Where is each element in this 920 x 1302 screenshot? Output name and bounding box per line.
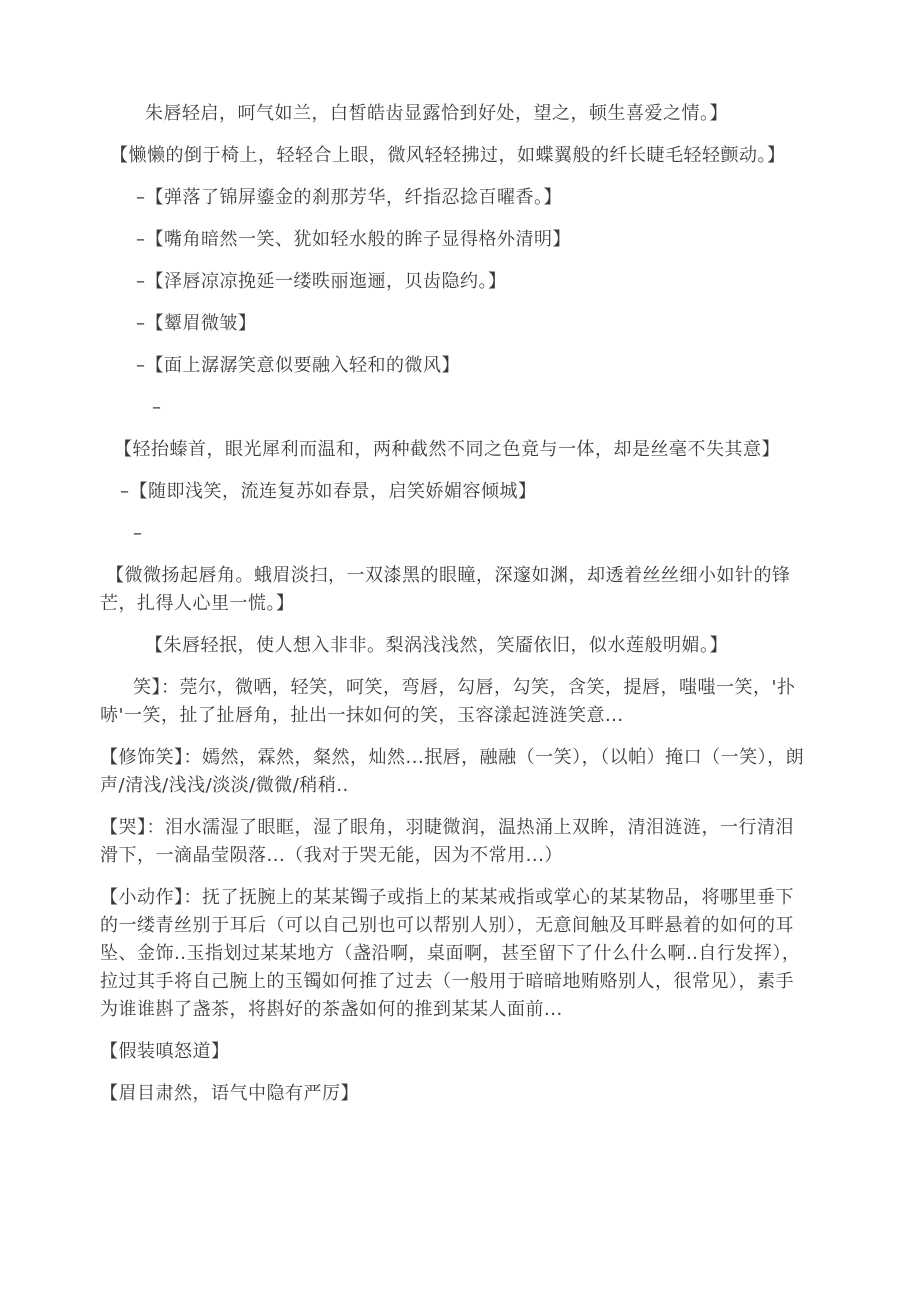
paragraph: 【懒懒的倒于椅上，轻轻合上眼，微风轻轻拂过，如蝶翼般的纤长睫毛轻轻颤动。】	[110, 145, 786, 166]
paragraph: 【小动作】：抚了抚腕上的某某镯子或指上的某某戒指或掌心的某某物品，将哪里垂下的一缕青丝别于耳后（可以自己别也可以帮别人别），无意间触及耳畔悬着的如何的耳坠、金饰..玉指划过某某地方（盏沿啊，桌面啊，甚至留下了什么什么啊..自行发挥），拉过其手将自己腕上的玉镯如何推了过去（一般用于暗暗地贿赂别人，很常见），素手为谁谁斟了盏茶，将斟好的茶盏如何的推到某某人面前...	[100, 887, 801, 1020]
paragraph: 【修饰笑】：嫣然，霖然，粲然，灿然...抿唇，融融（一笑），（以帕）掩口（一笑），朗声/清浅/浅浅/淡淡/微微/稍稍..	[100, 747, 805, 796]
paragraph: –【泽唇凉凉挽延一缕昳丽迤逦，贝齿隐约。】	[136, 271, 507, 292]
paragraph: –【随即浅笑，流连复苏如春景，启笑娇媚容倾城】	[120, 481, 537, 502]
paragraph: –	[152, 397, 162, 418]
paragraph: 【微微扬起唇角。蛾眉淡扫，一双漆黑的眼瞳，深邃如渊，却透着丝丝细小如针的锋芒，扎得人心里一慌。】	[100, 565, 791, 614]
paragraph: 【眉目肃然，语气中隐有严厉】	[100, 1083, 359, 1104]
paragraph: 【假装嗔怒道】	[100, 1041, 230, 1062]
paragraph: 【朱唇轻抿，使人想入非非。梨涡浅浅然，笑靥依旧，似水莲般明媚。】	[145, 635, 728, 656]
paragraph: 【哭】：泪水濡湿了眼眶，湿了眼角，羽睫微润，温热涌上双眸，清泪涟涟，一行清泪滑下，一滴晶莹陨落...（我对于哭无能，因为不常用...）	[100, 817, 794, 866]
paragraph: 【轻抬螓首，眼光犀利而温和，两种截然不同之色竟与一体，却是丝毫不失其意】	[114, 439, 780, 460]
paragraph: 朱唇轻启，呵气如兰，白皙皓齿显露恰到好处，望之，顿生喜爱之情。】	[145, 103, 728, 124]
paragraph: –	[133, 523, 143, 544]
paragraph: –【颦眉微皱】	[136, 313, 257, 334]
paragraph: –【弹落了锦屏鎏金的刹那芳华，纤指忍捻百曜香。】	[136, 187, 562, 208]
paragraph: –【嘴角暗然一笑、犹如轻水般的眸子显得格外清明】	[136, 229, 571, 250]
paragraph: 笑】：莞尔，微哂，轻笑，呵笑，弯唇，勾唇，勾笑，含笑，提唇，嗤嗤一笑，'扑哧'一笑，扯了扯唇角，扯出一抹如何的笑，玉容漾起涟涟笑意...	[100, 677, 796, 726]
paragraph: –【面上潺潺笑意似要融入轻和的微风】	[136, 355, 460, 376]
